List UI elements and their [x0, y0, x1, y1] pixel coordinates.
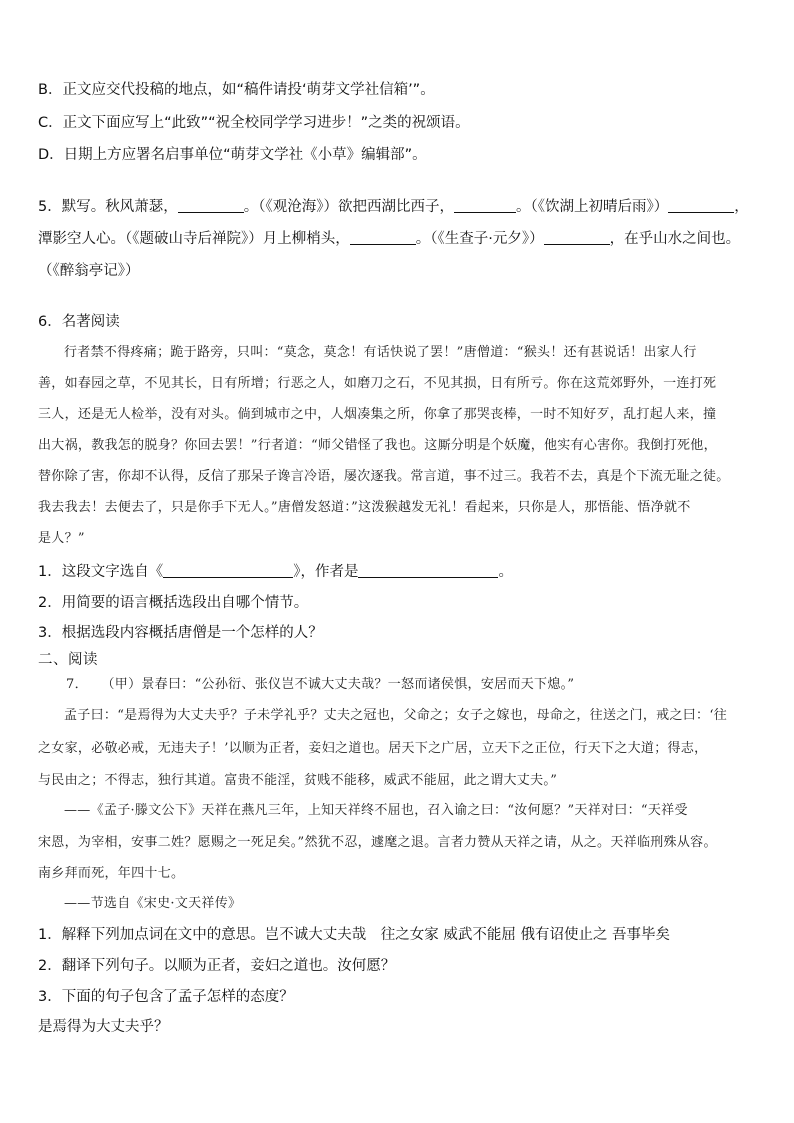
passage-jia-line: 与民由之；不得志，独行其道。富贵不能淫，贫贱不能移，威武不能屈，此之谓大丈夫。”: [38, 773, 558, 788]
option-d: D．日期上方应署名启事单位“萌芽文学社《小草》编辑部”。: [38, 147, 427, 163]
passage-yi-line: 南乡拜而死，年四十七。: [38, 866, 185, 881]
q5-text: 。（《饮湖上初晴后雨》）: [515, 199, 669, 215]
q5-line-1: 5．默写。秋风萧瑟， 。（《观沧海》）欲把西湖比西子， 。（《饮湖上初晴后雨》） ，: [38, 199, 749, 215]
section-title: 二、阅读: [38, 652, 98, 668]
q7-sub3-quote: 是焉得为大丈夫乎？: [38, 1019, 169, 1035]
passage-source: ——节选自《宋史·文天祥传》: [64, 896, 242, 911]
q6-sub1-text: 1．这段文字选自《: [38, 564, 164, 580]
q5-text: 5．默写。秋风萧瑟，: [38, 199, 178, 215]
answer-blank[interactable]: [358, 563, 498, 578]
answer-blank[interactable]: [178, 198, 244, 213]
passage-yi-line: 宋恩，为宰相，安事二姓？愿赐之一死足矣。”然犹不忍，遽麾之退。言者力赞从天祥之请，从之。天祥临刑殊从容。: [38, 835, 717, 850]
q6-passage-line: 是人？”: [38, 531, 85, 546]
q6-sub1-text: 》，作者是: [293, 564, 359, 580]
q5-line-2: [38, 229, 774, 249]
option-c: C．正文下面应写上“此致”“祝全校同学学习进步！”之类的祝颂语。: [38, 115, 470, 131]
q7-intro: 7． （甲）景春曰：“公孙衍、张仪岂不诚大丈夫哉？一怒而诸侯惧，安居而天下熄。”: [66, 677, 575, 692]
q6-passage-line: 三人，还是无人检举，没有对头。倘到城市之中，人烟凑集之所，你拿了那哭丧棒，一时不知好歹，乱打起人来，撞: [38, 407, 717, 422]
passage-jia-line: 孟子曰：“是焉得为大丈夫乎？子未学礼乎？丈夫之冠也，父命之；女子之嫁也，母命之，往送之门，戒之曰：‘往: [64, 708, 728, 723]
answer-blank[interactable]: [163, 563, 293, 578]
answer-blank[interactable]: [668, 198, 734, 213]
answer-blank[interactable]: [454, 198, 516, 213]
q6-sub2: 2．用简要的语言概括选段出自哪个情节。: [38, 595, 309, 611]
option-b: B．正文应交代投稿的地点，如“稿件请投‘萌芽文学社信箱’”。: [38, 82, 435, 98]
q6-title: 6．名著阅读: [38, 314, 120, 330]
q6-sub3: 3．根据选段内容概括唐僧是一个怎样的人？: [38, 625, 323, 641]
q6-sub1-text: 。: [498, 564, 513, 580]
answer-blank[interactable]: [350, 230, 416, 245]
q6-sub1: [38, 562, 774, 582]
q7-sub1: 1．解释下列加点词在文中的意思。岂不诚大丈夫哉 往之女家 威武不能屈 俄有诏使止之 吾事毕矣: [38, 927, 671, 943]
q5-line-3: （《醉翁亭记》）: [38, 263, 140, 279]
answer-blank[interactable]: [544, 230, 610, 245]
q6-passage-line: 出大祸，教我怎的脱身？你回去罢！”行者道：“师父错怪了我也。这厮分明是个妖魔，他实有心害你。我倒打死他，: [38, 438, 717, 453]
q5-text: 。（《观沧海》）欲把西湖比西子，: [243, 199, 454, 215]
q6-passage-line: 我去我去！去便去了，只是你手下无人。”唐僧发怒道：”这泼猴越发无礼！看起来，只你是人，那悟能、悟净就不: [38, 500, 691, 515]
q6-passage-line: 善，如春园之草，不见其长，日有所增；行恶之人，如磨刀之石，不见其损，日有所亏。你在这荒郊野外，一连打死: [38, 376, 717, 391]
q6-passage-line: 行者禁不得疼痛；跪于路旁，只叫：“莫念，莫念！有话快说了罢！”唐僧道：“猴头！还有甚说话！出家人行: [64, 345, 697, 360]
q7-sub3: 3．下面的句子包含了孟子怎样的态度？: [38, 989, 294, 1005]
q5-text: 。（《生查子·元夕》）: [415, 231, 544, 247]
q5-text: 潭影空人心。（《题破山寺后禅院》）月上柳梢头，: [38, 231, 350, 247]
passage-yi-line: ——《孟子·滕文公下》天祥在燕凡三年，上知天祥终不屈也，召入谕之曰：“汝何愿？”天祥对曰：“天祥受: [64, 803, 688, 818]
q7-sub2: 2．翻译下列句子。以顺为正者，妾妇之道也。汝何愿？: [38, 958, 396, 974]
q6-passage-line: 替你除了害，你却不认得，反信了那呆子谗言冷语，屡次逐我。常言道，事不过三。我若不去，真是个下流无耻之徒。: [38, 469, 730, 484]
q5-text: ，在乎山水之间也。: [609, 231, 741, 247]
passage-jia-line: 之女家，必敬必戒，无违夫子！’以顺为正者，妾妇之道也。居天下之广居，立天下之正位，行天下之大道；得志，: [38, 741, 708, 756]
